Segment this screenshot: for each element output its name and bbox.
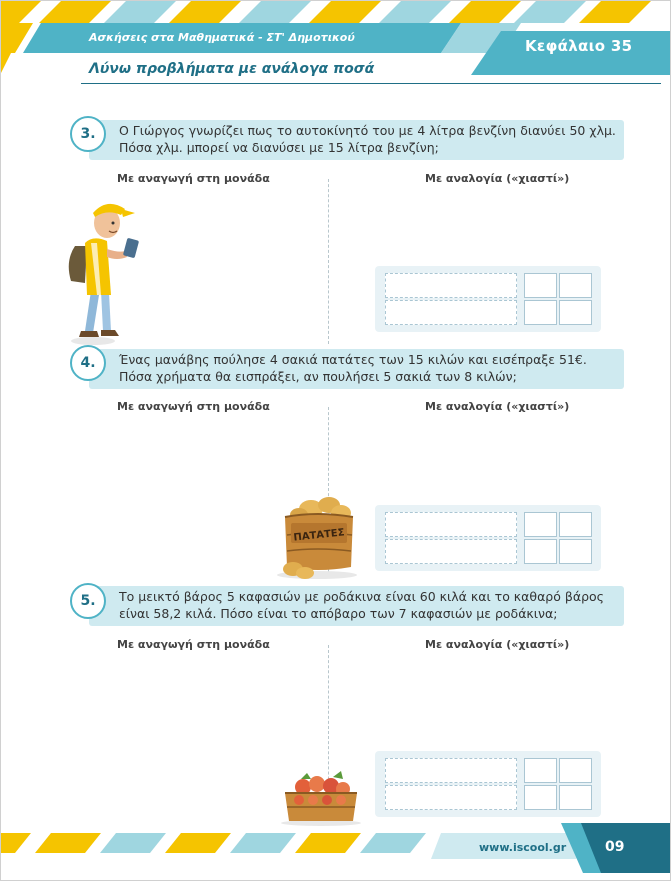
answer-line[interactable] [385,758,517,783]
problem-5-method-right: Με αναλογία («χιαστί») [425,638,570,651]
boy-with-phone-icon [63,191,153,346]
proportion-cell[interactable] [524,273,557,298]
answer-line[interactable] [385,512,517,537]
problem-3-number: 3. [70,116,106,152]
problem-3-method-left: Με αναγωγή στη μονάδα [117,172,270,185]
proportion-cell[interactable] [524,300,557,325]
problem-5-number: 5. [70,583,106,619]
problem-5-proportion-box [375,751,601,817]
proportion-cell[interactable] [559,512,592,537]
proportion-cell[interactable] [559,785,592,810]
problem-3-proportion-box [375,266,601,332]
problem-3-divider [328,179,329,344]
proportion-cell[interactable] [524,758,557,783]
problem-4-line-2: Πόσα χρήματα θα εισπράξει, αν πουλήσει 5 σακιά των 8 κιλών; [119,369,517,384]
problem-4-number: 4. [70,345,106,381]
problem-5-line-1: Το μεικτό βάρος 5 καφασιών με ροδάκινα είναι 60 κιλά και το καθαρό βάρος [119,589,604,604]
problem-5-method-left: Με αναγωγή στη μονάδα [117,638,270,651]
header-title: Ασκήσεις στα Μαθηματικά - ΣΤ' Δημοτικού [89,31,355,44]
potato-crate-label: ΠΑΤΑΤΕΣ [293,527,346,544]
problem-4-line-1: Ένας μανάβης πούλησε 4 σακιά πατάτες των 15 κιλών και εισέπραξε 51€. [119,352,587,367]
proportion-cell[interactable] [559,758,592,783]
problem-4-proportion-box [375,505,601,571]
problem-4-method-left: Με αναγωγή στη μονάδα [117,400,270,413]
proportion-cell[interactable] [559,300,592,325]
page-subtitle: Λύνω προβλήματα με ανάλογα ποσά [89,61,375,77]
proportion-cell[interactable] [559,539,592,564]
chapter-label: Κεφάλαιο 35 [525,37,633,55]
problem-3-line-2: Πόσα χλμ. μπορεί να διανύσει με 15 λίτρα βενζίνη; [119,140,439,155]
peach-crate-icon [277,769,365,827]
problem-3-text [89,120,624,160]
header-stripes [1,1,671,23]
answer-line[interactable] [385,300,517,325]
problem-5-text [89,586,624,626]
problem-3-line-1: Ο Γιώργος γνωρίζει πως το αυτοκίνητό του με 4 λίτρα βενζίνη διανύει 50 χλμ. [119,123,616,138]
answer-line[interactable] [385,539,517,564]
proportion-cell[interactable] [524,512,557,537]
answer-line[interactable] [385,273,517,298]
page-number: 09 [605,839,625,855]
proportion-cell[interactable] [524,539,557,564]
footer-band [1,823,671,873]
header-rule [81,83,661,84]
proportion-cell[interactable] [524,785,557,810]
problem-5-line-2: είναι 58,2 κιλά. Πόσο είναι το απόβαρο των 7 καφασιών με ροδάκινα; [119,606,558,621]
potato-crate-icon [271,489,363,581]
problem-4-text [89,349,624,389]
answer-line[interactable] [385,785,517,810]
problem-3-method-right: Με αναλογία («χιαστί») [425,172,570,185]
proportion-cell[interactable] [559,273,592,298]
problem-4-method-right: Με αναλογία («χιαστί») [425,400,570,413]
footer-website[interactable]: www.iscool.gr [479,841,567,854]
